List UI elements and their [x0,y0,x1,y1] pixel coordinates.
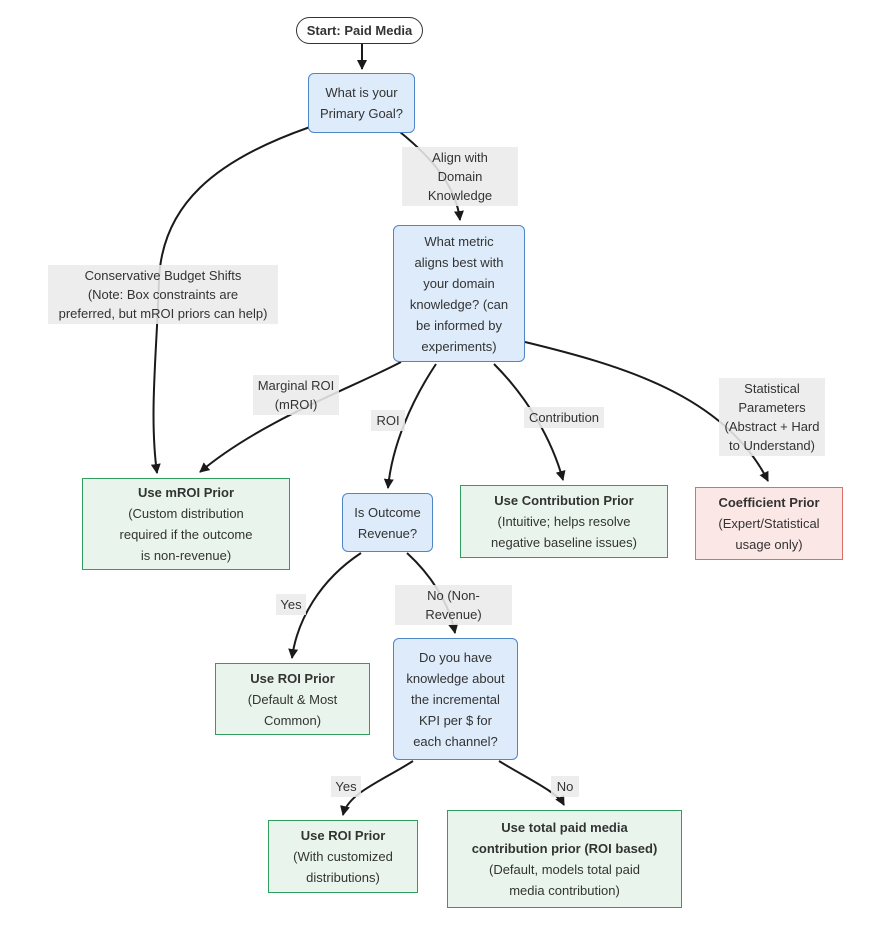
node-text: usage only) [735,537,803,552]
node-title: Use total paid media [501,820,628,835]
node-text: (Intuitive; helps resolve [497,514,631,529]
node-start-paid-media [296,17,423,44]
node-text: (With customized [293,849,393,864]
label-line: Conservative Budget Shifts [84,268,242,283]
node-is-outcome-revenue [342,493,433,552]
node-primary-goal [308,73,415,133]
node-title: Use ROI Prior [250,670,335,686]
label-line: Parameters [738,400,806,415]
label-line: Yes [280,597,302,612]
node-text: aligns best with [414,254,504,270]
node-text: experiments) [421,338,497,354]
edge-label-statistical-parameters [719,378,825,456]
node-text: be informed by [416,317,502,333]
label-line: Yes [335,779,357,794]
node-text: negative baseline issues) [491,535,637,550]
label-line: (mROI) [274,397,318,412]
node-text: (Default, models total paid [488,862,641,877]
node-kpi-knowledge [393,638,518,760]
node-text: knowledge? (can [409,296,509,312]
node-title: Use ROI Prior [300,828,386,843]
label-line: Domain [437,169,483,184]
node-title: contribution prior (ROI based) [471,841,658,856]
label-line: Revenue) [425,607,482,622]
label-line: Marginal ROI [257,378,335,393]
edge-label-no-non-revenue [395,585,512,625]
label-line: Statistical [744,381,800,396]
node-text: Start: Paid Media [306,23,413,38]
node-metric-question [393,225,525,362]
node-title: Use mROI Prior [137,485,235,500]
edge-label-contribution [524,407,604,428]
node-text: (Expert/Statistical [718,516,820,531]
node-title: Coefficient Prior [718,495,820,510]
label-line: (Abstract + Hard [724,419,820,434]
node-text: each channel? [413,733,498,749]
node-text: (Default & Most [247,691,338,707]
label-line: No (Non- [427,588,480,603]
edge-label-no-kpi [551,776,579,797]
node-text: (Custom distribution [128,506,244,521]
node-text: the incremental [411,691,500,707]
edge-label-yes-kpi [331,776,361,797]
edge-label-roi [371,410,405,431]
node-text: What metric [424,233,494,249]
edge-label-align-domain [402,147,518,206]
node-text: is non-revenue) [140,548,232,563]
node-text: Revenue? [357,525,418,541]
node-text: knowledge about [406,670,505,686]
label-line: No [556,779,574,794]
label-line: to Understand) [729,438,815,453]
node-text: Do you have [419,649,492,665]
node-coefficient-prior [695,487,843,560]
node-text: Is Outcome [354,504,421,520]
label-line: preferred, but mROI priors can help) [58,306,268,321]
node-text: Common) [263,712,322,728]
node-text: What is your [325,85,398,100]
node-text: distributions) [306,870,380,885]
node-text: KPI per $ for [419,712,492,728]
label-line: Align with [432,150,488,165]
node-text: required if the outcome [119,527,253,542]
label-line: (Note: Box constraints are [87,287,239,302]
label-line: Contribution [528,410,600,425]
node-use-roi-prior-default [215,663,370,735]
node-title: Use Contribution Prior [494,493,634,508]
node-text: media contribution) [509,883,620,898]
node-use-roi-prior-custom [268,820,418,893]
node-use-total-paid-media-prior [447,810,682,908]
node-text: Primary Goal? [319,106,404,121]
node-use-mroi-prior [82,478,290,570]
edge-label-conservative-budget [48,265,278,324]
edge-label-marginal-roi [253,375,339,415]
node-use-contribution-prior [460,485,668,558]
node-text: your domain [423,275,495,291]
edge-label-yes-revenue [276,594,306,615]
label-line: Knowledge [427,188,493,203]
label-line: ROI [376,413,400,428]
